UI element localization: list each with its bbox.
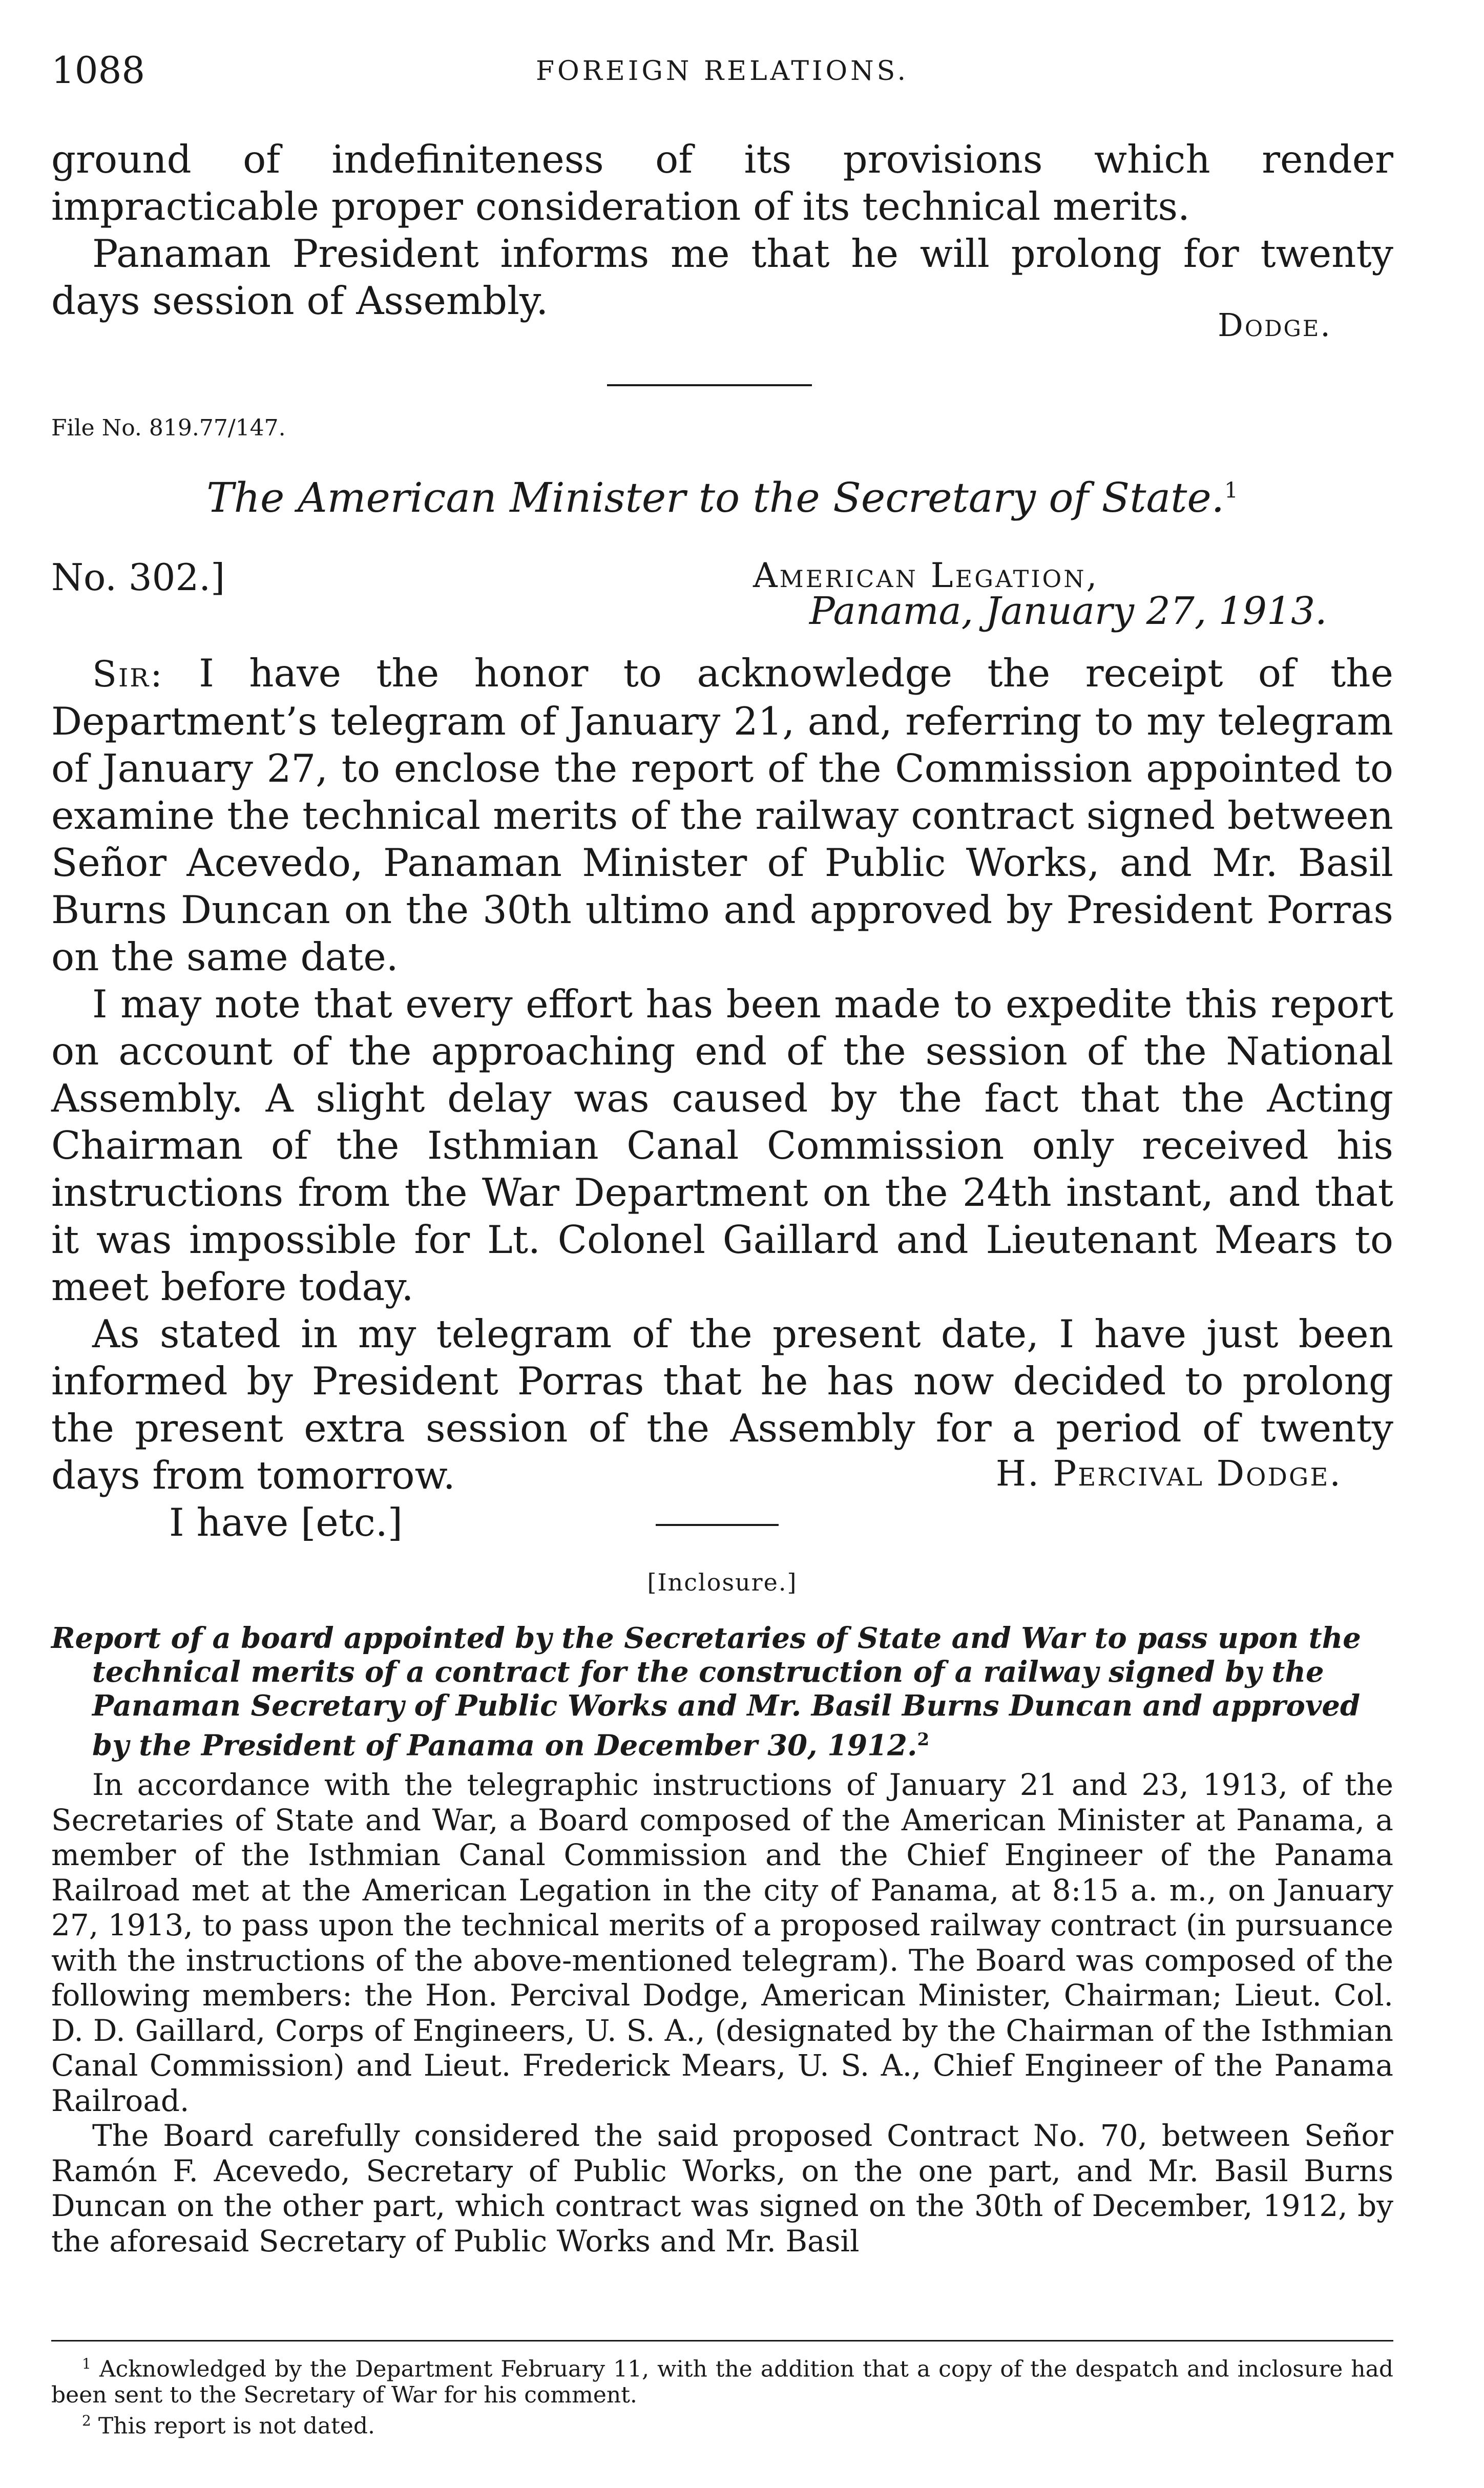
letter-paragraph-1 [51, 650, 1393, 980]
letter-paragraph-3: As stated in my telegram of the present date, I have just been informed by President Porras that he has now decided to prolong the present extra session of the Assembly for a period of twenty days from tomorrow. [51, 1311, 1393, 1498]
report-body [51, 1767, 1393, 2259]
salutation: Sir: [92, 653, 164, 695]
footnote-ref-1: 1 [1224, 477, 1238, 503]
signature-percival-dodge: H. Percival Dodge. [995, 1454, 1342, 1494]
footnote-divider [51, 2340, 1393, 2341]
continued-paragraph: ground of indefiniteness of its provisions which render impracticable proper consideration of its technical merits. [51, 137, 1393, 229]
report-paragraph-1: In accordance with the telegraphic instructions of January 21 and 23, 1913, of the Secretaries of State and War, a Board composed of the American Minister at Panama, a member of the Isthmian Canal Commission and the Chief Engineer of the Panama Railroad met at the American Legation in the city of Panama, at 8:15 a. m., on January 27, 1913, to pass upon the technical merits of a proposed railway contract (in pursuance with the instructions of the above-mentioned telegram). The Board was composed of the following members: the Hon. Percival Dodge, American Minister, Chairman; Lieut. Col. D. D. Gaillard, Corps of Engineers, U. S. A., (designated by the Chairman of the Isthmian Canal Commission) and Lieut. Frederick Mears, U. S. A., Chief Engineer of the Panama Railroad. [51, 1767, 1393, 2118]
footnote-2-mark: 2 [82, 2412, 91, 2429]
continued-paragraph-2: Panaman President informs me that he will prolong for twenty days session of Assembly. [51, 231, 1393, 323]
footnote-ref-2: 2 [917, 1729, 930, 1750]
page-header [51, 49, 1393, 105]
section-divider [607, 384, 812, 386]
letter-body [51, 650, 1393, 1546]
document-title-text: The American Minister to the Secretary of State. [206, 474, 1225, 521]
file-number: File No. 819.77/147. [51, 415, 286, 441]
closing-line: I have [etc.] [169, 1500, 403, 1545]
dateline: Panama, January 27, 1913. [809, 589, 1327, 633]
footnotes [51, 2351, 1393, 2439]
letter-paragraph-2: I may note that every effort has been made to expedite this report on account of the approaching end of the session of the National Assembly. A slight delay was caused by the fact that the Acting Chairman of the Isthmian Canal Commission only received his instructions from the War Department on the 24th instant, and that it was impossible for Lt. Colonel Gaillard and Lieutenant Mears to meet before today. [51, 981, 1393, 1309]
footnote-1-mark: 1 [82, 2355, 91, 2372]
footnote-1-text: Acknowledged by the Department February 11, with the addition that a copy of the despatch and inclosure had been sent to the Secretary of War for his comment. [51, 2356, 1394, 2408]
continued-text [51, 136, 1393, 324]
letter-paragraph-1-text: I have the honor to acknowledge the receipt of the Department’s telegram of January 21, and, referring to my telegram of January 27, to enclose the report of the Commission appointed to examine the technical merits of the railway contract signed between Señor Acevedo, Panaman Minister of Public Works, and Mr. Basil Burns Duncan on the 30th ultimo and approved by President Porras on the same date. [51, 651, 1393, 979]
legation-heading: American Legation, [753, 556, 1099, 595]
running-head: FOREIGN RELATIONS. [536, 56, 909, 87]
despatch-number: No. 302.] [51, 556, 225, 599]
footnote-1 [51, 2351, 1393, 2408]
footnote-2-text: This report is not dated. [98, 2413, 375, 2439]
report-title [51, 1621, 1393, 1763]
section-divider-2 [656, 1524, 779, 1526]
signature-dodge: Dodge. [1218, 306, 1332, 344]
document-title [51, 474, 1393, 521]
report-title-block [51, 1621, 1393, 1763]
footnote-2 [51, 2408, 1393, 2439]
page-number: 1088 [51, 49, 145, 92]
report-paragraph-2: The Board carefully considered the said proposed Contract No. 70, between Señor Ramón F. Acevedo, Secretary of Public Works, on the one part, and Mr. Basil Burns Duncan on the other part, which contract was signed on the 30th of December, 1912, by the aforesaid Secretary of Public Works and Mr. Basil [51, 2118, 1393, 2259]
report-title-text: Report of a board appointed by the Secretaries of State and War to pass upon the technical merits of a contract for the construction of a railway signed by the Panaman Secretary of Public Works and Mr. Basil Burns Duncan and approved by the President of Panama on December 30, 1912. [51, 1621, 1361, 1763]
inclosure-label: [Inclosure.] [647, 1569, 798, 1596]
